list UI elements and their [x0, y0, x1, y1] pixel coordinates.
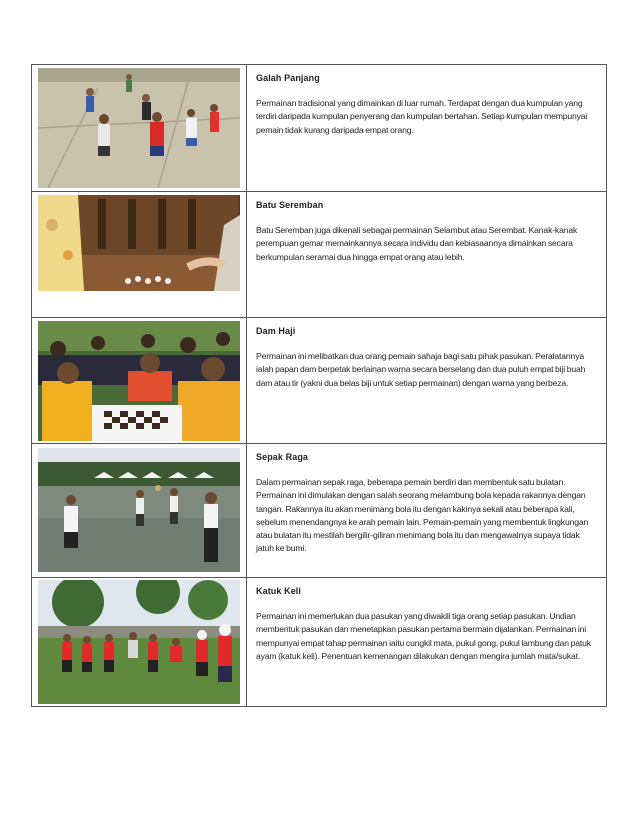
- photo-cell: [32, 578, 247, 707]
- game-description: Permainan ini melibatkan dua orang pemain sahaja bagi satu pihak pasukan. Peralatannya ialah papan dam berpetak berlainan warna secara berselang dan dua puluh empat biji buah dam atau tir (yakni dua belas biji untuk setiap permainan) dengan warna yang berbeza.: [256, 351, 586, 388]
- text-cell: [247, 318, 607, 444]
- text-cell: [247, 444, 607, 578]
- table-row: [32, 65, 607, 192]
- game-description: Permainan ini memerlukan dua pasukan yang diwakili tiga orang setiap pasukan. Undian membentuk pasukan dan menetapkan pasukan pertama bermain dijalankan. Permainan ini mempunyai empat tahap permainan iaitu cungkil mata, pukul gong, pukul lambung dan patuk ayam (katuk keli). Penentuan kemenangan dilakukan dengan mengira jumlah mata/sukat.: [256, 611, 591, 661]
- game-description: Dalam permainan sepak raga, beberapa pemain berdiri dan membentuk satu bulatan. Permainan ini dimulakan dengan salah seorang melambung bola kepada rakannya dengan tangan. Rakannya itu akan menimang bola itu dengan kakinya sekali atau beberapa kali, sebelum menendangnya ke arah pemain lain. Pemain-pemain yang membentuk lingkungan atau bulatan itu mestilah bergilir-giliran menimang bola itu dan mengawalnya supaya tidak jatuh ke bumi.: [256, 477, 589, 554]
- photo-cell: [32, 444, 247, 578]
- photo-cell: [32, 192, 247, 318]
- katuk-keli-photo: [38, 580, 240, 704]
- game-title: Katuk Keli: [256, 586, 302, 596]
- galah-panjang-photo: [38, 68, 240, 188]
- table-row: [32, 578, 607, 707]
- table-row: [32, 444, 607, 578]
- dam-haji-photo: [38, 321, 240, 441]
- game-title: Sepak Raga: [256, 452, 309, 462]
- photo-cell: [32, 65, 247, 192]
- text-cell: [247, 578, 607, 707]
- games-table: [31, 64, 607, 707]
- text-cell: [247, 65, 607, 192]
- table-row: [32, 192, 607, 318]
- game-title: Dam Haji: [256, 326, 296, 336]
- batu-seremban-photo: [38, 195, 240, 291]
- table-row: [32, 318, 607, 444]
- sepak-raga-photo: [38, 448, 240, 572]
- text-cell: [247, 192, 607, 318]
- game-description: Batu Seremban juga dikenali sebagai permainan Selambut atau Serembat. Kanak-kanak perempuan gemar memainkannya secara individu dan kebiasaannya dimainkan secara berkumpulan seramai dua hingga empat orang atau lebih.: [256, 225, 578, 262]
- game-title: Galah Panjang: [256, 73, 320, 83]
- game-description: Permainan tradisional yang dimainkan di luar rumah. Terdapat dengan dua kumpulan yang terdiri daripada kumpulan penyerang dan kumpulan bertahan. Setiap kumpulan mempunyai pemain tidak kurang daripada empat orang.: [256, 98, 588, 135]
- game-title: Batu Seremban: [256, 200, 324, 210]
- photo-cell: [32, 318, 247, 444]
